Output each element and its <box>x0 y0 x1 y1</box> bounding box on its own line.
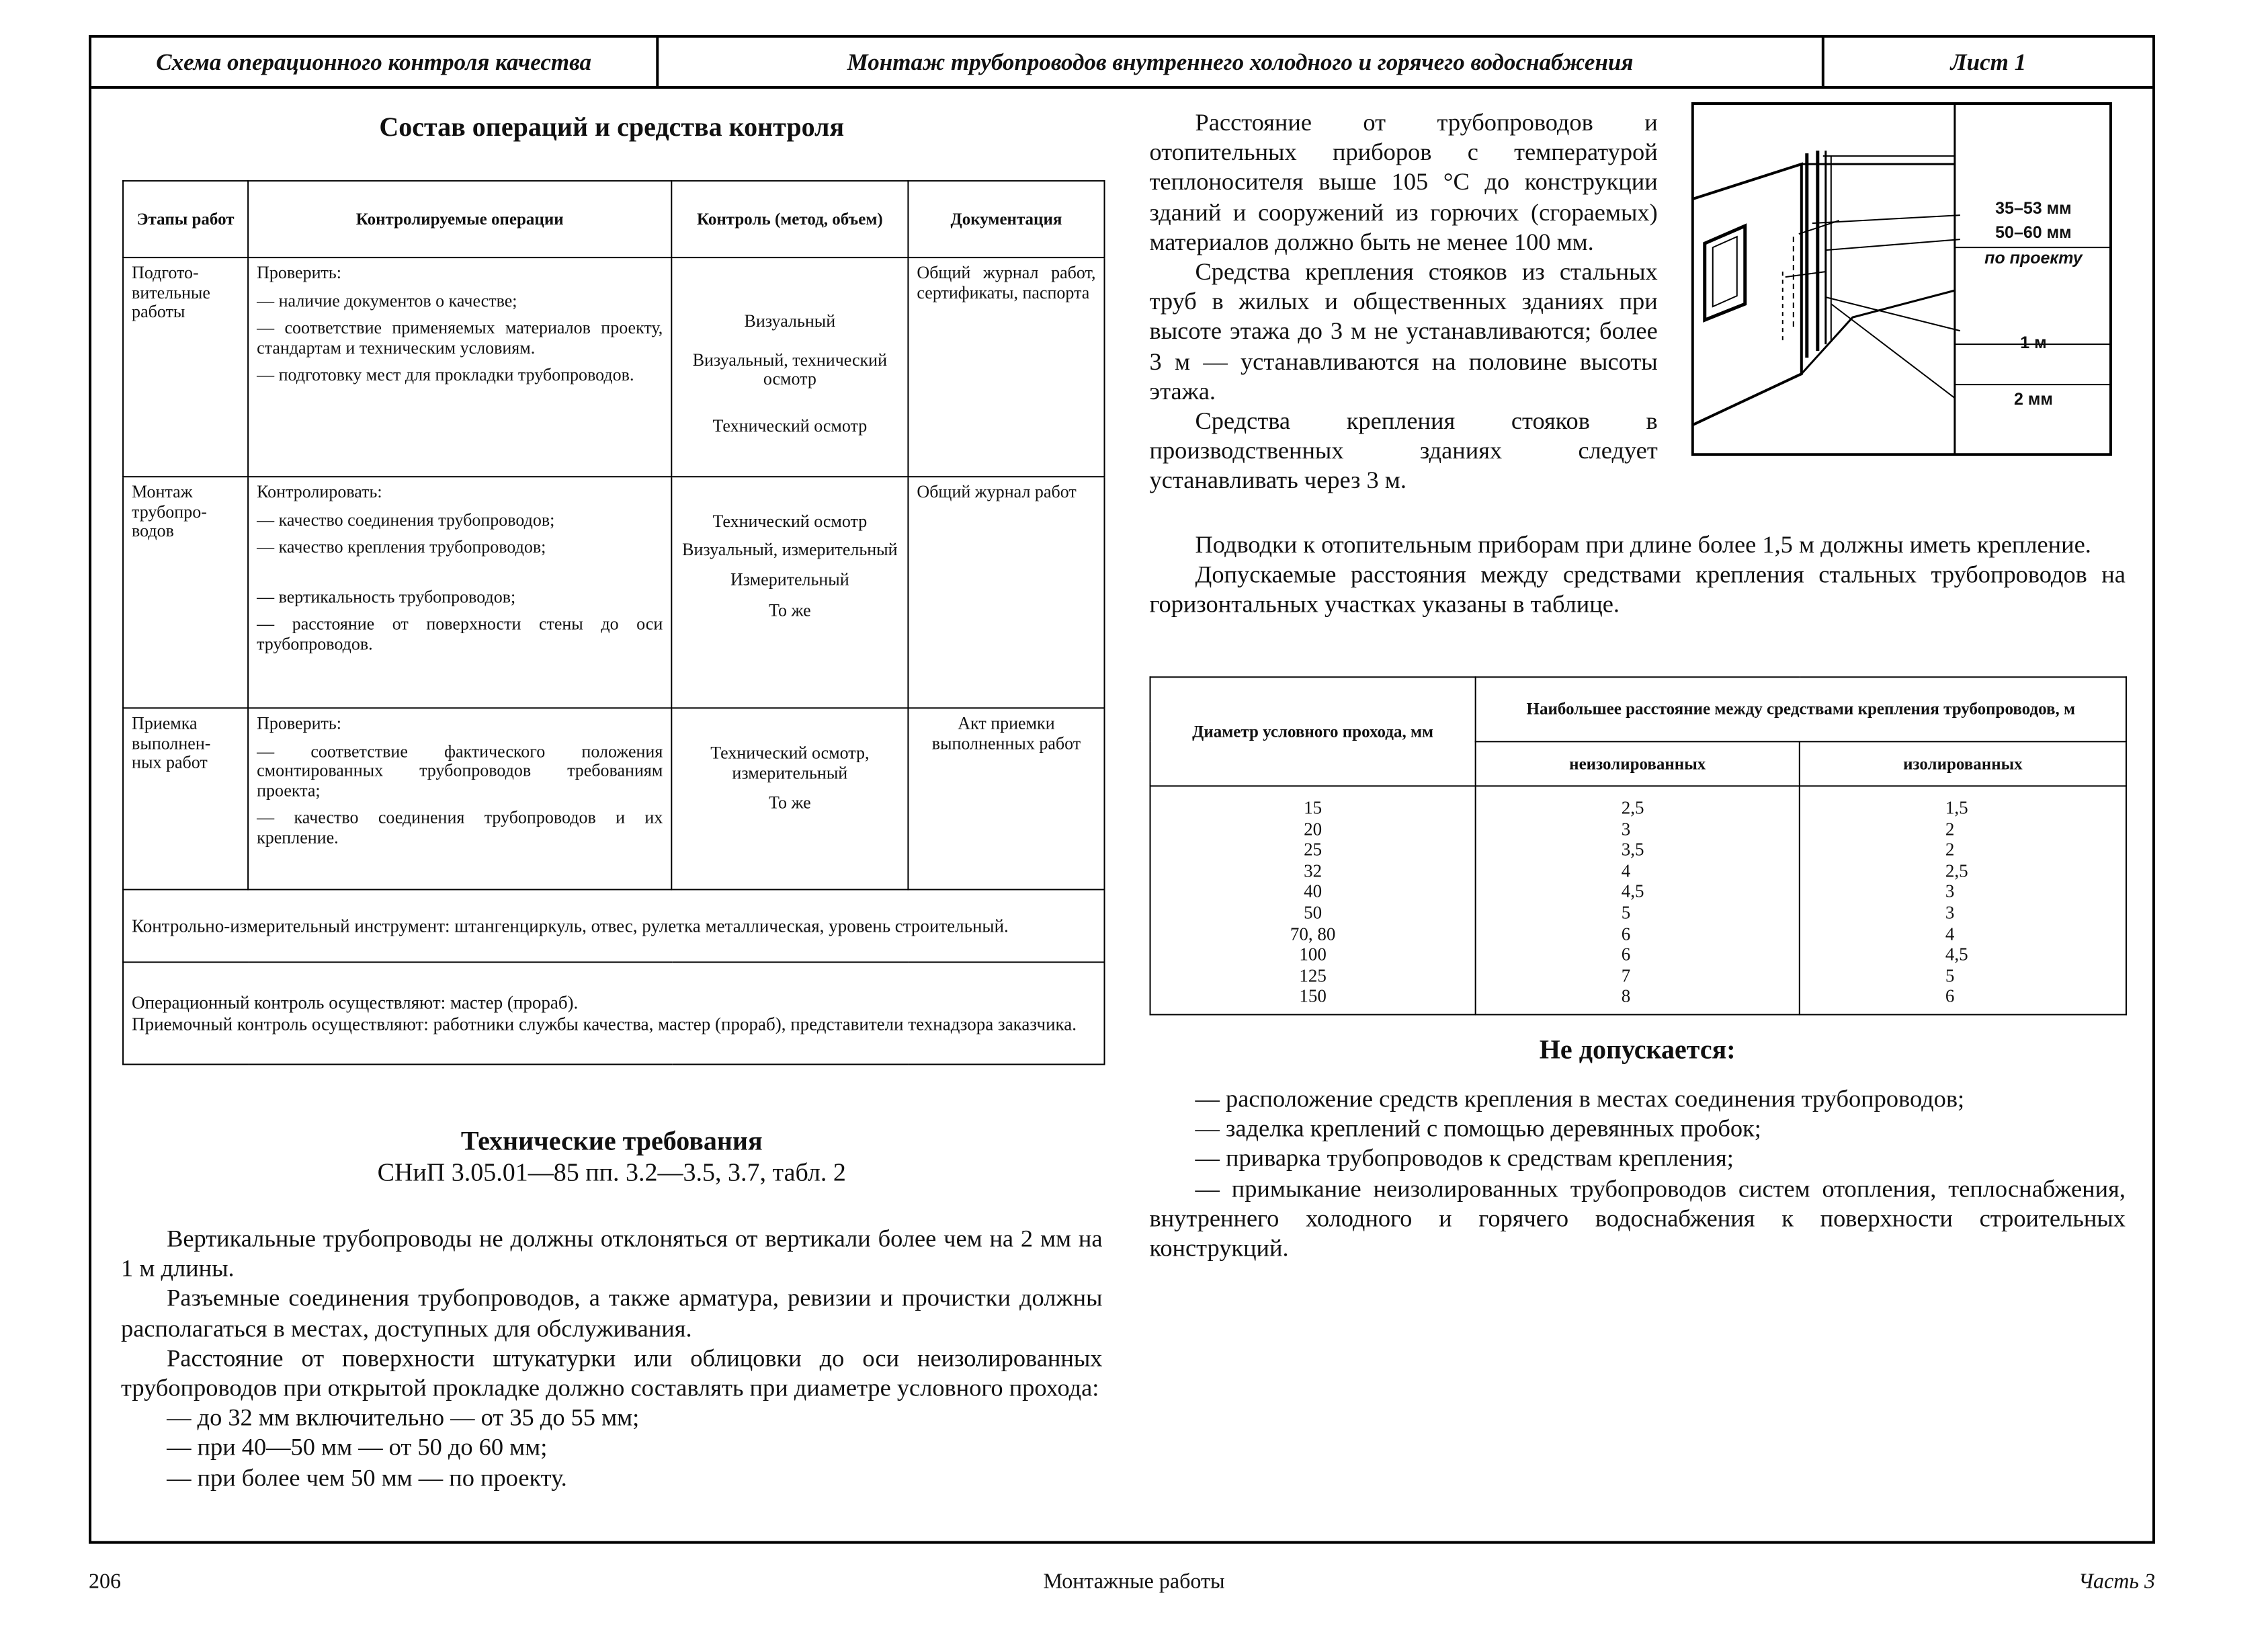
operations-table <box>122 180 1105 1065</box>
ops-lead: Проверить: <box>257 713 341 733</box>
footer-center: Монтажные работы <box>1043 1570 1225 1594</box>
table-value: 6 <box>1621 944 1631 965</box>
forbidden-item: — приварка трубопроводов к средствам крепления; <box>1195 1145 1734 1172</box>
table-value: 2 <box>1945 839 1955 860</box>
operation-item: — расстояние от поверхности стены до оси трубопроводов. <box>257 613 663 653</box>
forbidden-title: Не допускается: <box>1539 1035 1736 1065</box>
header-right: Лист 1 <box>1950 48 2027 75</box>
tech-title: Технические требования <box>460 1127 763 1157</box>
table-value: 3 <box>1621 818 1631 839</box>
tech-para: Разъемные соединения трубопроводов, а также арматура, ревизии и прочистки должны располагаться в местах, доступных для обслуживания. <box>121 1285 1103 1342</box>
table-row <box>123 477 1104 708</box>
right-full-text <box>1150 530 2126 619</box>
tech-ref: СНиП 3.05.01—85 пп. 3.2—3.5, 3.7, табл. 2 <box>377 1159 846 1188</box>
operation-item: — подготовку мест для прокладки трубопроводов. <box>257 364 634 385</box>
table-value: 4 <box>1945 923 1955 944</box>
control-method: Визуальный <box>744 311 836 331</box>
th-noniso: неизолированных <box>1476 741 1800 786</box>
figure-label: 2 мм <box>2013 390 2053 409</box>
acceptance-control: Приемочный контроль осуществляют: работники службы качества, мастер (прораб), представители технадзора заказчика. <box>132 1013 1077 1034</box>
forbidden-item: — примыкание неизолированных трубопроводов систем отопления, теплоснабжения, внутреннего холодного и горячего водоснабжения к поверхности строительных конструкций. <box>1149 1174 2126 1262</box>
th-group: Наибольшее расстояние между средствами крепления трубопроводов, м <box>1476 677 2126 741</box>
page-number: 206 <box>89 1570 122 1594</box>
right-top-text <box>1150 108 1658 495</box>
table-value: 70, 80 <box>1290 923 1336 944</box>
control-by-row <box>123 962 1104 1064</box>
right-para: Средства крепления стояков из стальных труб в жилых и общественных зданиях при высоте этажа до 3 м не устанавливаются; более 3 м — устанавливаются на половине высоты этажа. <box>1149 258 1658 405</box>
control-method: То же <box>769 792 811 813</box>
tech-item: — до 32 мм включительно — от 35 до 55 мм; <box>167 1404 640 1432</box>
tech-para: Вертикальные трубопроводы не должны отклоняться от вертикали более чем на 2 мм на 1 м длины. <box>121 1225 1103 1282</box>
ops-lead: Проверить: <box>257 262 341 283</box>
sheet-header <box>91 38 2152 89</box>
operation-item: — наличие документов о качестве; <box>257 290 517 311</box>
stage-cell: Приемка выполнен- ных работ <box>123 708 248 889</box>
table-value: 125 <box>1299 965 1327 985</box>
right-para: Подводки к отопительным приборам при длине более 1,5 м должны иметь крепление. <box>1195 531 2091 559</box>
table-value: 4 <box>1621 860 1631 881</box>
table-value: 1,5 <box>1945 797 1968 818</box>
iso-values <box>1945 797 2117 1007</box>
table-value: 6 <box>1621 923 1631 944</box>
operational-control: Операционный контроль осуществляют: мастер (прораб). <box>132 993 579 1014</box>
tech-item: — при более чем 50 мм — по проекту. <box>167 1463 567 1491</box>
operation-item: — качество соединения трубопроводов; <box>257 509 555 530</box>
control-method: Визуальный, измерительный <box>682 538 898 559</box>
forbidden-item: — заделка креплений с помощью деревянных пробок; <box>1195 1114 1761 1142</box>
noniso-values <box>1622 797 1791 1007</box>
th-control: Контроль (метод, объем) <box>671 181 908 257</box>
table-row <box>123 708 1104 889</box>
header-left: Схема операционного контроля качества <box>91 38 659 86</box>
th-stage: Этапы работ <box>123 181 248 257</box>
control-method: То же <box>769 599 811 620</box>
figure-label: 35–53 мм <box>1995 199 2072 218</box>
operation-item: — качество крепления трубопроводов; <box>257 536 546 557</box>
figure-label: по проекту <box>1984 249 2083 268</box>
table-value: 2 <box>1945 818 1955 839</box>
table-value: 150 <box>1299 986 1327 1007</box>
operation-item: — соответствие фактического положения смонтированных трубопроводов требованиям проекта; <box>257 740 663 800</box>
table-value: 8 <box>1621 986 1631 1007</box>
stage-cell: Подгото- вительные работы <box>123 257 248 477</box>
th-operations: Контролируемые операции <box>248 181 671 257</box>
stage-cell: Монтаж трубопро- водов <box>123 477 248 708</box>
operation-item: — вертикальность трубопроводов; <box>257 585 516 606</box>
tech-para: Расстояние от поверхности штукатурки или облицовки до оси неизолированных трубопроводов при открытой прокладке должно составлять при диаметре условного прохода: <box>121 1344 1103 1401</box>
forbidden-item: — расположение средств крепления в местах соединения трубопроводов; <box>1195 1085 1965 1112</box>
ops-table-header <box>123 181 1104 257</box>
table-value: 15 <box>1304 797 1322 818</box>
table-value: 20 <box>1304 818 1322 839</box>
table-value: 40 <box>1304 881 1322 902</box>
forbidden-list <box>1150 1084 2126 1263</box>
table-value: 5 <box>1621 902 1631 923</box>
ops-title: Состав операций и средства контроля <box>379 113 845 143</box>
table-value: 25 <box>1304 839 1322 860</box>
table-value: 2,5 <box>1945 860 1968 881</box>
table-value: 5 <box>1945 965 1955 985</box>
doc-cell: Общий журнал работ, сертификаты, паспорта <box>908 257 1104 477</box>
table-value: 7 <box>1621 965 1631 985</box>
tech-requirements <box>121 1224 1102 1493</box>
th-diameter: Диаметр условного прохода, мм <box>1150 677 1476 786</box>
control-method: Технический осмотр <box>712 415 868 436</box>
figure-label: 50–60 мм <box>1995 223 2072 243</box>
operation-item: — соответствие применяемых материалов проекту, стандартам и техническим условиям. <box>257 317 663 358</box>
table-value: 3 <box>1945 881 1955 902</box>
diameter-values <box>1159 797 1467 1007</box>
th-docs: Документация <box>908 181 1104 257</box>
table-row <box>1150 786 2126 1014</box>
right-para: Средства крепления стояков в производственных зданиях следует устанавливать через 3 м. <box>1149 407 1658 495</box>
control-method: Измерительный <box>730 569 849 590</box>
instrument-text: Контрольно-измерительный инструмент: штангенциркуль, отвес, рулетка металлическая, уровень строительный. <box>123 889 1104 962</box>
instrument-row <box>123 889 1104 962</box>
table-value: 100 <box>1299 944 1327 965</box>
control-method: Технический осмотр <box>712 511 868 532</box>
th-iso: изолированных <box>1800 741 2126 786</box>
operation-item: — качество соединения трубопроводов и их крепление. <box>257 807 663 847</box>
header-center: Монтаж трубопроводов внутреннего холодного и горячего водоснабжения <box>659 38 1824 86</box>
control-method: Технический осмотр, измерительный <box>710 742 870 782</box>
doc-cell: Акт приемки выполненных работ <box>908 708 1104 889</box>
ops-lead: Контролировать: <box>257 481 382 502</box>
table-value: 3 <box>1945 902 1955 923</box>
footer-right: Часть 3 <box>2078 1570 2155 1594</box>
table-row <box>123 257 1104 477</box>
table-value: 32 <box>1304 860 1322 881</box>
table-value: 2,5 <box>1621 797 1644 818</box>
table-value: 4,5 <box>1621 881 1644 902</box>
distance-table <box>1150 676 2127 1015</box>
figure-label: 1 м <box>2020 333 2047 353</box>
table-value: 6 <box>1945 986 1955 1007</box>
pipe-mount-figure <box>1691 102 2112 456</box>
table-value: 4,5 <box>1945 944 1968 965</box>
right-para: Допускаемые расстояния между средствами крепления стальных трубопроводов на горизонтальных участках указаны в таблице. <box>1149 561 2126 618</box>
table-value: 50 <box>1304 902 1322 923</box>
right-para: Расстояние от трубопроводов и отопительных приборов с температурой теплоносителя выше 105 °С до конструкции зданий и сооружений из горючих (сгораемых) материалов должно быть не менее 100 мм. <box>1149 109 1658 255</box>
tech-item: — при 40—50 мм — от 50 до 60 мм; <box>167 1434 548 1461</box>
table-value: 3,5 <box>1621 839 1644 860</box>
doc-cell: Общий журнал работ <box>908 477 1104 708</box>
control-method: Визуальный, технический осмотр <box>692 349 887 389</box>
